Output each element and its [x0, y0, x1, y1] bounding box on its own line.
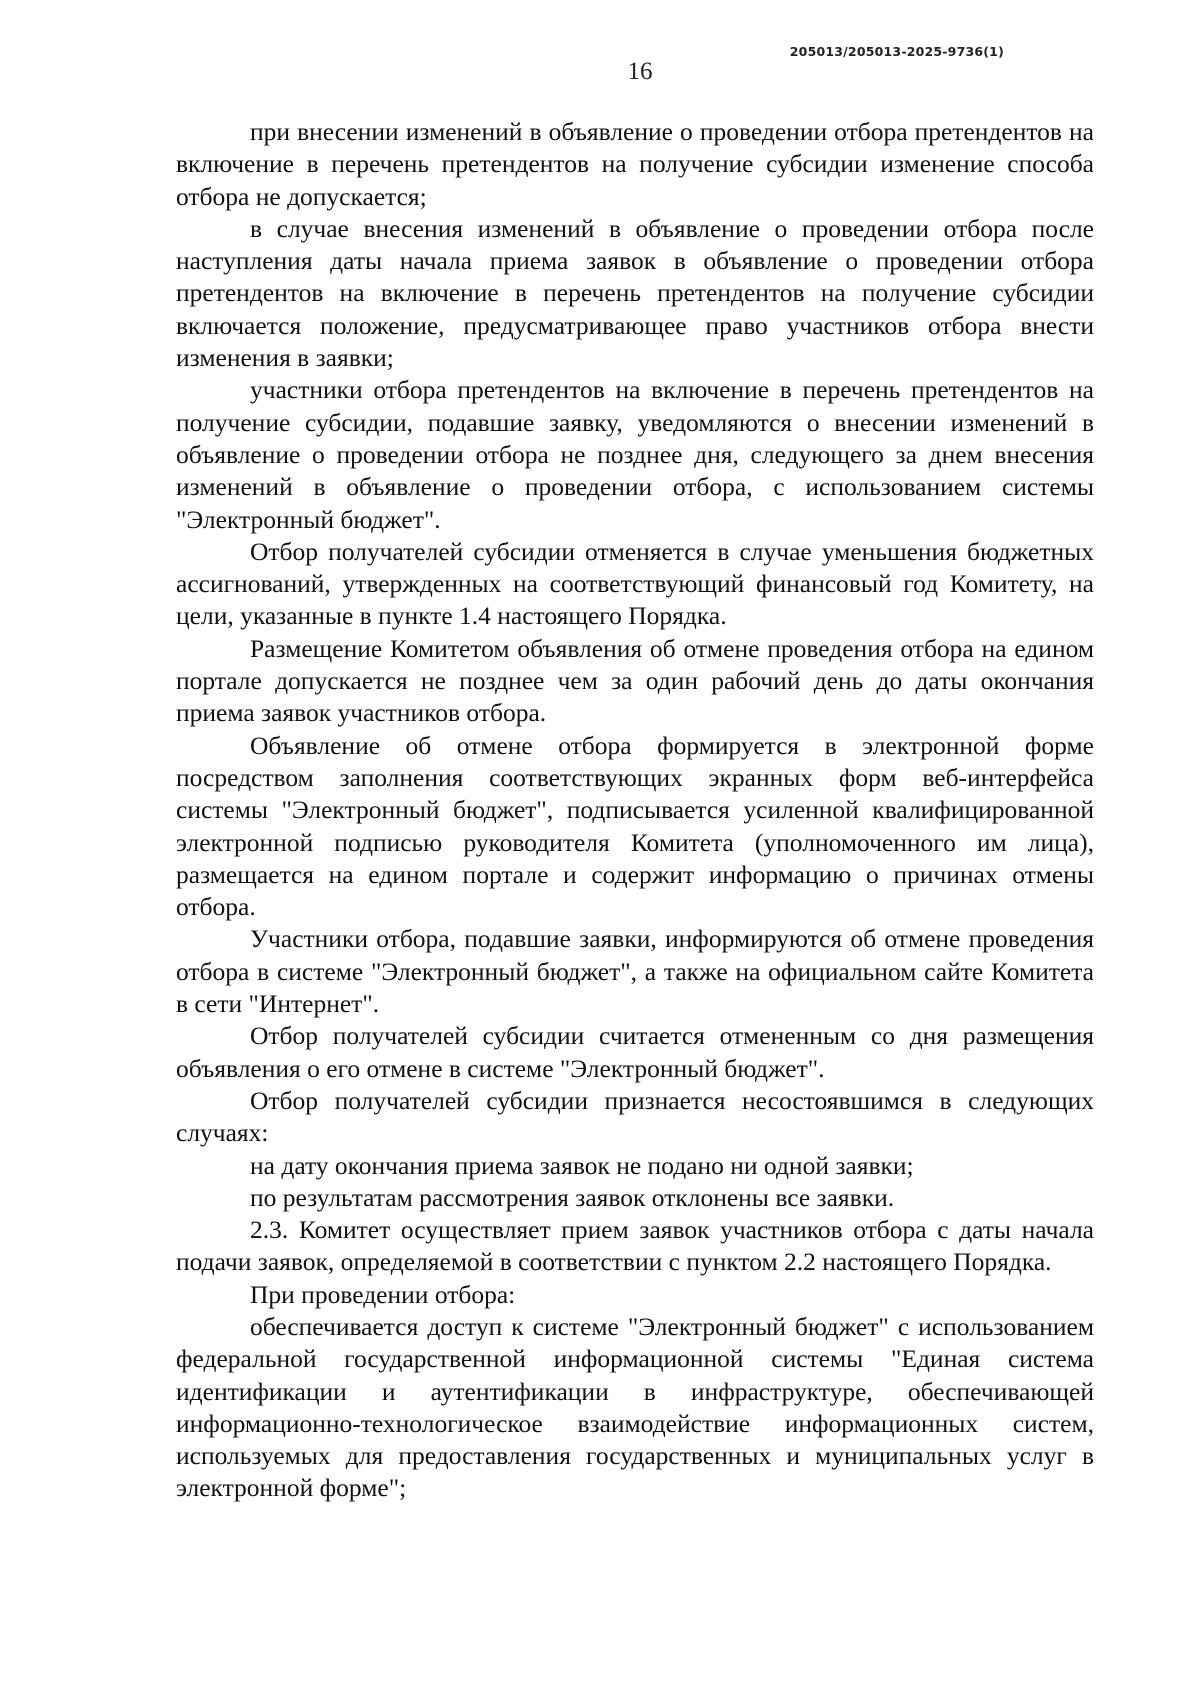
paragraph-changes-after-start: в случае внесения изменений в объявление о проведении отбора после наступления даты начала приема заявок в объявление о проведении отбора претендентов на включение в перечень претендентов на получение субсидии включается положение, предусматривающее право участников отбора внести изменения в заявки;	[176, 213, 1094, 373]
page-number: 16	[627, 58, 653, 85]
paragraph-case-all-rejected: по результатам рассмотрения заявок отклонены все заявки.	[250, 1182, 895, 1212]
document-body	[176, 116, 1094, 1505]
paragraph-system-access: обеспечивается доступ к системе "Электронный бюджет" с использованием федеральной государственной информационной системы "Единая система идентификации и аутентификации в инфраструктуре, обеспечивающей информационно-технологическое взаимодействие информационных систем, используемых для предоставления государственных и муниципальных услуг в электронной форме";	[176, 1311, 1094, 1503]
paragraph-participants-notified: участники отбора претендентов на включение в перечень претендентов на получение субсидии, подавшие заявку, уведомляются о внесении изменений в объявление о проведении отбора не позднее дня, следующего за днем внесения изменений в объявление о проведении отбора, с использованием системы "Электронный бюджет".	[176, 375, 1094, 534]
paragraph-cancellation-form: Объявление об отмене отбора формируется в электронной форме посредством заполнения соответствующих экранных форм веб-интерфейса системы "Электронный бюджет", подписывается усиленной квалифицированной электронной подписью руководителя Комитета (уполномоченного им лица), размещается на едином портале и содержит информацию о причинах отмены отбора.	[176, 730, 1094, 922]
paragraph-failed-selection: Отбор получателей субсидии признается несостоявшимся в следующих случаях:	[176, 1085, 1094, 1148]
paragraph-during-selection: При проведении отбора:	[250, 1279, 516, 1309]
paragraph-section-2-3: 2.3. Комитет осуществляет прием заявок участников отбора с даты начала подачи заявок, определяемой в соответствии с пунктом 2.2 настоящего Порядка.	[176, 1215, 1094, 1277]
document-registration-code: 205013/205013-2025-9736(1)	[789, 44, 1004, 59]
paragraph-case-no-applications: на дату окончания приема заявок не подано ни одной заявки;	[250, 1150, 914, 1180]
paragraph-cancelled-date: Отбор получателей субсидии считается отмененным со дня размещения объявления о его отмене в системе "Электронный бюджет".	[176, 1021, 1094, 1083]
paragraph-participants-informed: Участники отбора, подавшие заявки, информируются об отмене проведения отбора в системе "Электронный бюджет", а также на официальном сайте Комитета в сети "Интернет".	[176, 924, 1094, 1019]
paragraph-selection-cancelled: Отбор получателей субсидии отменяется в случае уменьшения бюджетных ассигнований, утвержденных на соответствующий финансовый год Комитету, на цели, указанные в пункте 1.4 настоящего Порядка.	[176, 536, 1094, 631]
paragraph-cancellation-posting: Размещение Комитетом объявления об отмене проведения отбора на едином портале допускается не позднее чем за один рабочий день до даты окончания приема заявок участников отбора.	[176, 633, 1094, 728]
paragraph-no-method-change: при внесении изменений в объявление о проведении отбора претендентов на включение в перечень претендентов на получение субсидии изменение способа отбора не допускается;	[176, 117, 1094, 211]
